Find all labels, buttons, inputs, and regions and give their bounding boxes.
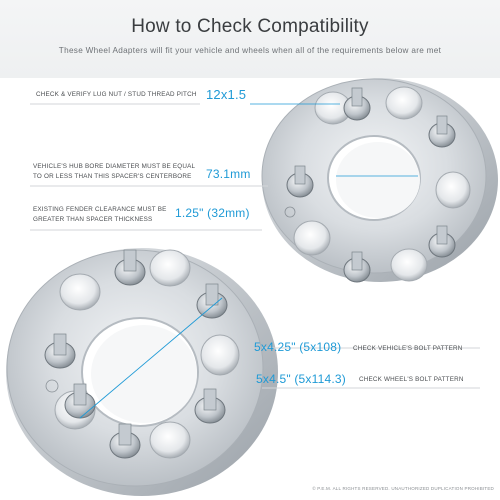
wheel-pattern-label: CHECK WHEEL'S BOLT PATTERN <box>359 376 464 383</box>
fender-label-line1: EXISTING FENDER CLEARANCE MUST BE <box>33 206 167 213</box>
thread-pitch-label: CHECK & VERIFY LUG NUT / STUD THREAD PITCH <box>36 91 197 98</box>
hub-bore-label-line1: VEHICLE'S HUB BORE DIAMETER MUST BE EQUAL <box>33 163 196 170</box>
copyright-notice: © P.E.M. ALL RIGHTS RESERVED. UNAUTHORIZED DUPLICATION PROHIBITED <box>312 486 494 491</box>
page-subtitle: These Wheel Adapters will fit your vehicle and wheels when all of the requirements below are met <box>58 46 442 55</box>
fender-value: 1.25" (32mm) <box>175 206 250 220</box>
wheel-pattern-value: 5x4.5" (5x114.3) <box>256 372 346 386</box>
thread-pitch-value: 12x1.5 <box>206 87 247 102</box>
hub-bore-value: 73.1mm <box>206 167 251 181</box>
upper-spacer <box>262 78 498 282</box>
hub-bore-label-line2: TO OR LESS THAN THIS SPACER'S CENTERBORE <box>33 173 192 180</box>
vehicle-pattern-value: 5x4.25" (5x108) <box>254 340 342 354</box>
fender-label-line2: GREATER THAN SPACER THICKNESS <box>33 216 153 223</box>
vehicle-pattern-label: CHECK VEHICLE'S BOLT PATTERN <box>353 345 463 352</box>
lower-spacer <box>6 248 278 496</box>
page-title: How to Check Compatibility <box>131 16 369 37</box>
